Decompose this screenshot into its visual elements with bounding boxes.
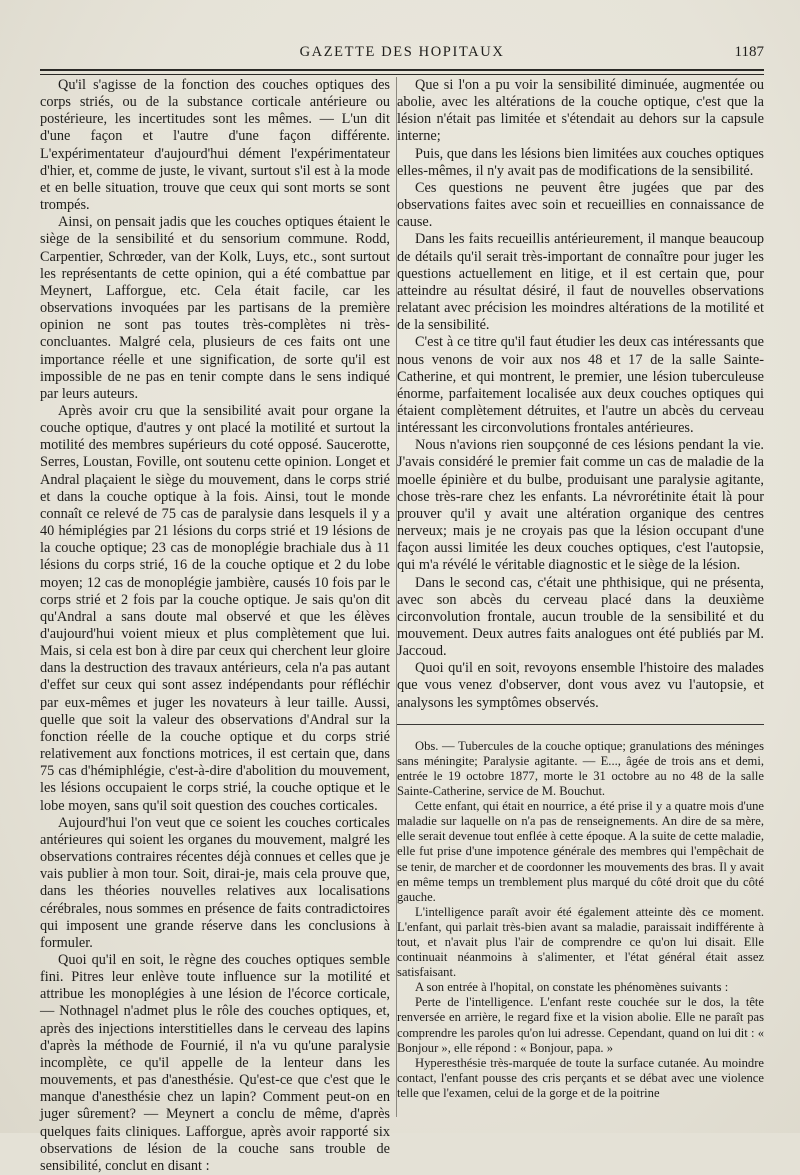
paragraph: Ces questions ne peuvent être jugées que par des observations faites avec soin et recueillies en connaissance de cause. (397, 179, 764, 231)
clinical-observation (397, 739, 764, 1101)
header-rule-thin (40, 74, 764, 75)
observation-paragraph: Obs. — Tubercules de la couche optique; granulations des méninges sans méningite; Paralysie agitante. — E..., âgée de trois ans et demi, entrée le 19 octobre 1877, morte le 31 octobre au no 48 de la salle Sainte-Catherine, service de M. Bouchut. (397, 738, 764, 799)
paragraph: Ainsi, on pensait jadis que les couches optiques étaient le siège de la sensibilité et du sensorium commune. Rodd, Carpentier, Schrœder, van der Kolk, Luys, etc., sont surtout les représentants de cette opinion, qui a été combattue par Meynert, Lafforgue, etc. Cela était facile, car les observations invoquées par les partisans de la première opinion ne sont pas toutes très-complètes ni très-concluantes. Malgré cela, plusieurs de ces faits ont une importance réelle et une signification, de sorte qu'il est impossible de ne pas en tenir compte dans le sens indiqué par leurs auteurs. (40, 214, 390, 402)
observation-rule (397, 724, 764, 725)
left-column (40, 77, 390, 1174)
paragraph: Puis, que dans les lésions bien limitées aux couches optiques elles-mêmes, il n'y avait pas de modifications de la sensibilité. (397, 145, 764, 179)
page-header (40, 44, 764, 64)
paragraph: Dans le second cas, c'était une phthisique, qui ne présenta, avec son abcès du cerveau placé dans la deuxième circonvolution frontale, aucun trouble de la sensibilité et du mouvement. Deux autres faits analogues ont été publiés par M. Jaccoud. (397, 574, 764, 660)
paragraph: Aujourd'hui l'on veut que ce soient les couches corticales antérieures qui soient les organes du mouvement, malgré les observations contraires récentes déjà connues et celles que je vais publier à mon tour. Soit, dirai-je, mais cela prouve que, dans les théories nouvelles relatives aux localisations cérébrales, nous sommes en présence de faits contradictoires qui imposent une grande réserve dans les conclusions à formuler. (40, 814, 390, 951)
paragraph: C'est à ce titre qu'il faut étudier les deux cas intéressants que nous venons de voir aux nos 48 et 17 de la salle Sainte-Catherine, et qui montrent, le premier, une lésion tuberculeuse énorme, parfaitement localisée aux deux couches optiques qui étaient complètement détruites, et l'autre un abcès du cerveau intéressant les circonvolutions frontales antérieures. (397, 334, 764, 437)
paragraph: Nous n'avions rien soupçonné de ces lésions pendant la vie. J'avais considéré le premier fait comme un cas de maladie de la moelle épinière et du bulbe, produisant une paralysie agitante, chose très-rare chez les enfants. La névrorétinite était là pour prouver qu'il y avait une altération organique des centres nerveux; mais je ne croyais pas que la lésion occupant d'une façon aussi limitée les deux couches optiques, c'est l'autopsie, qui m'a révélé le véritable diagnostic et le siège de la lésion. (397, 437, 764, 574)
observation-paragraph: Perte de l'intelligence. L'enfant reste couchée sur le dos, la tête renversée en arrière, le regard fixe et la vision abolie. Elle ne paraît pas comprendre les paroles qu'on lui adresse. Cependant, quand on lui dit : « Bonjour », elle répond : « Bonjour, papa. » (397, 995, 764, 1055)
journal-title: GAZETTE DES HOPITAUX (299, 44, 505, 60)
observation-paragraph: A son entrée à l'hopital, on constate les phénomènes suivants : (415, 980, 729, 995)
paragraph: Quoi qu'il en soit, revoyons ensemble l'histoire des malades que vous venez d'observer, dont vous avez vu l'autopsie, et analysons les symptômes observés. (397, 660, 764, 711)
paragraph: Qu'il s'agisse de la fonction des couches optiques des corps striés, ou de la substance corticale antérieure ou postérieure, les incertitudes sont les mêmes. — L'un dit d'une façon et l'autre d'une façon différente. L'expérimentateur d'aujourd'hui dément l'expérimentateur d'hier, et, comme de juste, le vivant, surtout s'il est à la mode et en belle situation, trouve que ceux qui sont morts se sont trompés. (40, 77, 390, 214)
observation-paragraph: Cette enfant, qui était en nourrice, a été prise il y a quatre mois d'une maladie sur laquelle on n'a pas de renseignements. An dire de sa mère, elle serait devenue tout enflée à cette époque. A la suite de cette maladie, elle fut prise d'une impotence générale des membres qui l'empêchait de se tenir, de marcher et de coordonner les mouvements des bras. Il y avait en même temps un tremblement plus marqué du côté droit que du côté gauche. (397, 799, 764, 904)
paragraph: Après avoir cru que la sensibilité avait pour organe la couche optique, d'autres y ont placé la motilité et surtout la motilité des membres supérieurs du coté opposé. Saucerotte, Serres, Loustan, Foville, ont soutenu cette opinion. Longet et Andral plaçaient le siège du mouvement, dans le corps strié et dans la couche optique à la fois. Ainsi, tout le monde connaît ce relevé de 75 cas de paralysie dans lesquels il y a 40 hémiplégies par 21 lésions du corps strié et 19 lésions de la couche optique; 23 cas de monoplégie brachiale dus à 11 lésions du corps strié, 16 de la couche optique et 2 du lobe moyen; 12 cas de monoplégie jambière, causés 10 fois par le corps strié et 2 fois par la couche optique. Je sais qu'on dit qu'Andral a sans doute mal observé et que les élèves d'aujourd'hui voient mieux et plus complètement que lui. Mais, si cela est bon à dire par ceux qui cherchent leur gloire dans la destruction des travaux antérieurs, cela n'a pas autant d'effet sur ceux qui sont assez indépendants pour réfléchir par eux-mêmes et juger les novateurs à leur taille. Aussi, quelle que soit la valeur des observations d'Andral sur la fonction réelle de la couche optique et du corps strié relativement aux fonctions motrices, il est certain que, dans 75 cas d'hémiphlégie, c'est-à-dire d'abolition du mouvement, les lésions occupaient le corps strié, la couche optique et le lobe moyen, sans qu'il soit question des couches corticales. (40, 402, 390, 814)
observation-paragraph: Hyperesthésie très-marquée de toute la surface cutanée. Au moindre contact, l'enfant pousse des cris perçants et se débat avec une violence telle que l'examen, celui de la gorge et de la poitrine (397, 1055, 764, 1100)
header-rule-thick (40, 69, 764, 71)
observation-paragraph: L'intelligence paraît avoir été également atteinte dès ce moment. L'enfant, qui parlait très-bien avant sa maladie, paraissait indifférente à tout, et n'avait plus l'air de comprendre ce qu'on lui disait. Elle continuait néanmoins à s'alimenter, et l'état général était assez satisfaisant. (397, 904, 764, 980)
paragraph: Dans les faits recueillis antérieurement, il manque beaucoup de détails qu'il serait très-important de connaître pour juger les questions actuellement en litige, et il est certain que, pour atteindre au résultat désiré, il faut de nouvelles observations relatant avec précision les moindres altérations de la motilité et de la sensibilité. (397, 231, 764, 334)
page-number: 1187 (734, 44, 764, 60)
paragraph: Quoi qu'il en soit, le règne des couches optiques semble fini. Pitres leur enlève toute influence sur la motilité et attribue les monoplégies à une lésion de l'écorce corticale, — Nothnagel n'admet plus le rôle des couches optiques, et, après des injections interstitielles dans le cerveau des lapins d'après la méthode de Fournié, il n'a vu qu'une paralysie incomplète, ce qu'il appelle de la lenteur dans les mouvements, et pas d'anesthésie. Qu'est-ce que c'est que le manque d'anesthésie chez un lapin? Comment peut-on en juger sûrement? — Meynert a conclu de même, d'après quelques faits cliniques. Lafforgue, après avoir rapporté six observations de lésion de la couche sans trouble de sensibilité, conclut en disant : (40, 951, 390, 1174)
right-column (397, 77, 764, 1122)
paragraph: Que si l'on a pu voir la sensibilité diminuée, augmentée ou abolie, avec les altérations de la couche optique, c'est que la lésion n'était pas limitée et s'étendait au dehors sur la capsule interne; (397, 77, 764, 145)
